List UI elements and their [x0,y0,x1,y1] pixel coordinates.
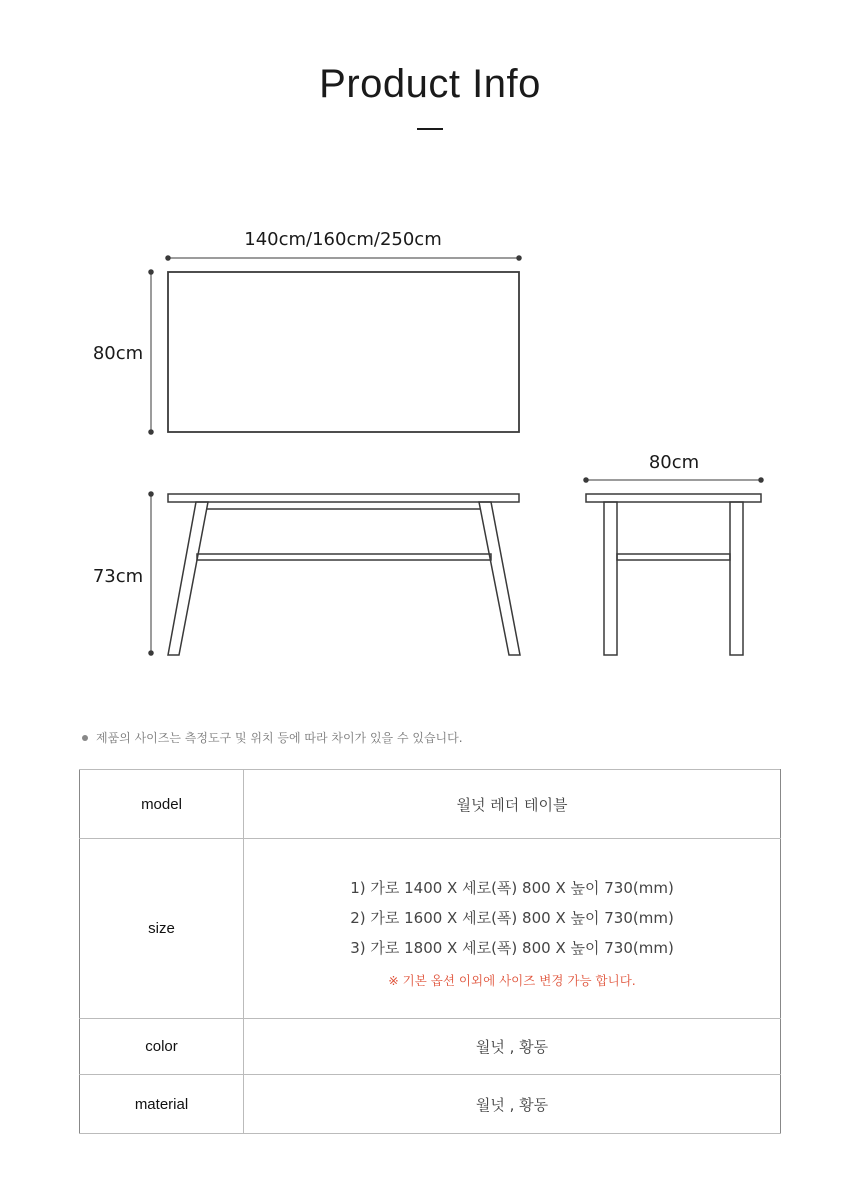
spec-row-model [80,770,781,839]
side-depth-dot-left [584,478,588,482]
top-depth-dot-top [149,270,153,274]
spec-value-model: 월넛 레더 테이블 [244,770,781,839]
page-title: Product Info [319,62,541,106]
spec-key-model: model [80,770,244,839]
front-leg-right [479,502,520,655]
spec-value-size [244,839,781,1019]
side-depth-dot-right [759,478,763,482]
spec-row-color [80,1019,781,1075]
top-width-dot-left [166,256,170,260]
side-depth-label: 80cm [648,452,700,473]
table-front-top [168,494,519,502]
front-leg-left [168,502,208,655]
top-depth-label: 80cm [92,343,144,364]
size-option-1: 1) 가로 1400 X 세로(폭) 800 X 높이 730(mm) [350,878,674,897]
size-custom-note: ※ 기본 옵션 이외에 사이즈 변경 가능 합니다. [388,972,636,988]
side-leg-left [604,502,617,655]
size-disclaimer [82,729,463,746]
table-side-top [586,494,761,502]
spec-value-material: 월넛 , 황동 [244,1075,781,1134]
size-option-3: 3) 가로 1800 X 세로(폭) 800 X 높이 730(mm) [350,938,674,957]
top-depth-dot-bottom [149,430,153,434]
spec-value-color: 월넛 , 황동 [244,1019,781,1075]
front-stretcher [197,554,491,560]
spec-key-material: material [80,1075,244,1134]
top-width-dot-right [517,256,521,260]
side-stretcher [617,554,730,560]
size-disclaimer-text: 제품의 사이즈는 측정도구 및 위치 등에 따라 차이가 있을 수 있습니다. [96,731,463,745]
front-height-dot-bottom [149,651,153,655]
spec-row-size [80,839,781,1019]
front-height-dot-top [149,492,153,496]
top-width-label: 140cm/160cm/250cm [244,229,442,250]
size-option-2: 2) 가로 1600 X 세로(폭) 800 X 높이 730(mm) [350,908,674,927]
table-top-view [168,272,519,432]
spec-table [79,769,781,1134]
spec-row-material [80,1075,781,1134]
spec-key-color: color [80,1019,244,1075]
bullet-dot-icon [82,735,88,741]
front-height-label: 73cm [92,566,144,587]
spec-key-size: size [80,839,244,1019]
side-leg-right [730,502,743,655]
